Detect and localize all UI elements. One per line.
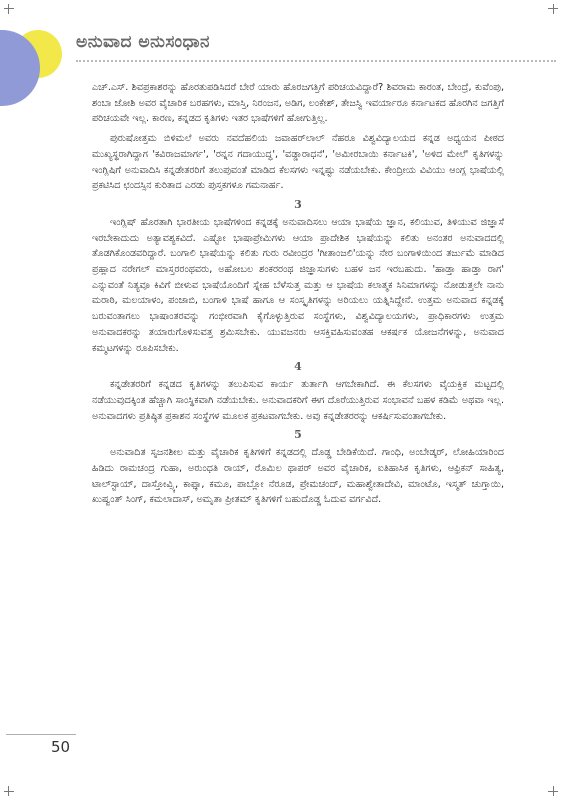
- body-paragraph: ಅನುವಾದಿತ ಸೃಜನಶೀಲ ಮತ್ತು ವೈಚಾರಿಕ ಕೃತಿಗಳಿಗೆ ಕನ್ನಡದಲ್ಲಿ ದೊಡ್ಡ ಬೇಡಿಕೆಯಿದೆ. ಗಾಂಧಿ, ಅಂಬೇಡ್ಕರ್, ಲೋಹಿಯಾರಿಂದ ಹಿಡಿದು ರಾಮಚಂದ್ರ ಗುಹಾ, ಅರುಂಧತಿ ರಾಯ್, ರೊಮಿಲ ಥಾಪರ್ ಅವರ ವೈಚಾರಿಕ, ಐತಿಹಾಸಿಕ ಕೃತಿಗಳು, ಆಫ್ರಿಕನ್ ಸಾಹಿತ್ಯ, ಟಾಲ್‌ಸ್ಟಾಯ್, ದಾಸ್ತೋವ್ಸ್ಕಿ, ಕಾಫ್ಕಾ, ಕಮೂ, ಪಾಬ್ಲೋ ನೆರೂಡ, ಪ್ರೇಮಚಂದ್, ಮಹಾಶ್ವೇತಾದೇವಿ, ಮಾಂಟೊ, ಇಸ್ಮತ್ ಚುಗ್ತಾಯಿ, ಖುಷ್ವಂತ್ ಸಿಂಗ್, ಕಮಲಾದಾಸ್, ಅಮೃತಾ ಪ್ರೀತಮ್ ಕೃತಿಗಳಿಗೆ ಬಹುದೊಡ್ಡ ಓದುವ ವರ್ಗವಿದೆ.: [92, 447, 504, 506]
- crop-mark: [553, 4, 554, 14]
- footer-rule: [6, 734, 76, 735]
- body-paragraph: ಪುರುಷೋತ್ತಮ ಬಿಳಿಮಲೆ ಅವರು ನವದೆಹಲಿಯ ಜವಾಹರ್‌ಲಾಲ್ ನೆಹರೂ ವಿಶ್ವವಿದ್ಯಾಲಯದ ಕನ್ನಡ ಅಧ್ಯಯನ ಪೀಠದ ಮುಖ್ಯಸ್ಥರಾಗಿದ್ದಾಗ 'ಕವಿರಾಜಮಾರ್ಗ', 'ರನ್ನನ ಗದಾಯುದ್ಧ', 'ವಡ್ಡಾರಾಧನೆ', 'ಅಮೀರಬಾಯಿ ಕರ್ನಾಟಕಿ', 'ಅಳಿದ ಮೇಲೆ' ಕೃತಿಗಳನ್ನು ಇಂಗ್ಲಿಷಿಗೆ ಅನುವಾದಿಸಿ ಕನ್ನಡೇತರರಿಗೆ ತಲುಪುವಂತೆ ಮಾಡಿದ ಕೆಲಸಗಳು ಇನ್ನಷ್ಟು ನಡೆಯಬೇಕು. ಕೇಂದ್ರೀಯ ವಿವಿಯು ಆಂಗ್ಲ ಭಾಷೆಯಲ್ಲಿ ಪ್ರಕಟಿಸಿದ ಛಂದಸ್ಸಿನ ಕುರಿತಾದ ಎರಡು ಪುಸ್ತಕಗಳೂ ಗಮನಾರ್ಹ.: [92, 133, 504, 192]
- crop-mark: [553, 786, 554, 796]
- header-dotted-rule: [76, 60, 556, 62]
- page-body: [92, 80, 504, 512]
- crop-mark: [8, 4, 9, 14]
- section-number: 4: [294, 360, 302, 374]
- body-paragraph: ಇಂಗ್ಲಿಷ್ ಹೊರತಾಗಿ ಭಾರತೀಯ ಭಾಷೆಗಳಿಂದ ಕನ್ನಡಕ್ಕೆ ಅನುವಾದಿಸಲು ಆಯಾ ಭಾಷೆಯ ಜ್ಞಾನ, ಕಲಿಯುವ, ತಿಳಿಯುವ ಜಿಜ್ಞಾಸೆ ಇರಬೇಕಾದುದು ಅತ್ಯಾವಶ್ಯಕವಿದೆ. ಎಷ್ಟೋ ಭಾಷಾಪ್ರೇಮಿಗಳು ಆಯಾ ಪ್ರಾದೇಶಿಕ ಭಾಷೆಯನ್ನು ಕಲಿತು ಅನಂತರ ಅನುವಾದದಲ್ಲಿ ತೊಡಗಿಕೊಂಡವರಿದ್ದಾರೆ. ಬಂಗಾಲಿ ಭಾಷೆಯನ್ನು ಕಲಿತು ಗುರು ರವೀಂದ್ರರ 'ಗೀತಾಂಜಲಿ'ಯನ್ನು ನೇರ ಬಂಗಾಳಿಯಿಂದ ತರ್ಜುಮೆ ಮಾಡಿದ ಪ್ರಹ್ಲಾದ ನರೇಗಲ್ ಮಾಸ್ತರರಂಥವರು, ಅಹೋಬಲ ಶಂಕರರಂಥ ಜಿಜ್ಞಾಸುಗಳು ಬಹಳ ಜನ ಇರಬಹುದು. 'ಹಾಡ್ತಾ ಹಾಡ್ತಾ ರಾಗ' ಎನ್ನುವಂತೆ ನಿತ್ಯವೂ ಕಿವಿಗೆ ಬೀಳುವ ಭಾಷೆಯೊಂದಿಗೆ ಸ್ನೇಹ ಬೆಳೆಸುತ್ತ ಮತ್ತು ಆ ಭಾಷೆಯ ಕಲಾತ್ಮಕ ಸಿನಿಮಾಗಳನ್ನು ನೋಡುತ್ತಲೇ ನಾನು ಮರಾಠಿ, ಮಲಯಾಳಂ, ಪಂಜಾಬಿ, ಬಂಗಾಳಿ ಭಾಷೆ ಹಾಗೂ ಆ ಸಂಸ್ಕೃತಿಗಳನ್ನು ಅರಿಯಲು ಯತ್ನಿಸಿದ್ದೇನೆ. ಉತ್ತಮ ಅನುವಾದ ಕನ್ನಡಕ್ಕೆ ಬರುವಂತಾಗಲು ಭಾಷಾಂತರವನ್ನು ಗಂಭೀರವಾಗಿ ಕೈಗೊಳ್ಳುತ್ತಿರುವ ಸಂಸ್ಥೆಗಳು, ವಿಶ್ವವಿದ್ಯಾಲಯಗಳು, ಪ್ರಾಧಿಕಾರಗಳು ಉತ್ತಮ ಅನುವಾದಕರನ್ನು ತಯಾರುಗೊಳಿಸುವತ್ತ ಶ್ರಮಿಸಬೇಕು. ಯುವಜನರು ಆಸಕ್ತಿವಹಿಸುವಂತಹ ಆಕರ್ಷಕ ಯೋಜನೆಗಳನ್ನು, ಅನುವಾದ ಕಮ್ಮಟಗಳನ್ನು ರೂಪಿಸಬೇಕು.: [92, 216, 504, 354]
- section-number: 3: [294, 197, 302, 211]
- section-number: 5: [294, 428, 302, 442]
- body-paragraph: ಕನ್ನಡೇತರರಿಗೆ ಕನ್ನಡದ ಕೃತಿಗಳನ್ನು ತಲುಪಿಸುವ ಕಾರ್ಯ ತುರ್ತಾಗಿ ಆಗಬೇಕಾಗಿದೆ. ಈ ಕೆಲಸಗಳು ವೈಯಕ್ತಿಕ ಮಟ್ಟದಲ್ಲಿ ನಡೆಯುವುದಕ್ಕಿಂತ ಹೆಚ್ಚಾಗಿ ಸಾಂಸ್ಥಿಕವಾಗಿ ನಡೆಯಬೇಕು. ಅನುವಾದಕರಿಗೆ ಈಗ ದೊರೆಯುತ್ತಿರುವ ಸಂಭಾವನೆ ಬಹಳ ಕಡಿಮೆ ಅಥವಾ ಇಲ್ಲ. ಅನುವಾದಗಳು ಪ್ರತಿಷ್ಠಿತ ಪ್ರಕಾಶನ ಸಂಸ್ಥೆಗಳ ಮೂಲಕ ಪ್ರಕಟವಾಗಬೇಕು. ಅವು ಕನ್ನಡೇತರರನ್ನು ಆಕರ್ಷಿಸುವಂತಾಗಬೇಕು.: [92, 379, 504, 422]
- body-paragraph: ಎಚ್.ಎಸ್. ಶಿವಪ್ರಕಾಶರನ್ನು ಹೊರತುಪಡಿಸಿದರೆ ಬೇರೆ ಯಾರು ಹೊರಜಗತ್ತಿಗೆ ಪರಿಚಯವಿದ್ದಾರೆ? ಶಿವರಾಮ ಕಾರಂತ, ಬೇಂದ್ರೆ, ಕುವೆಂಪು, ಶಂಬಾ ಜೋಶಿ ಅವರ ವೈಚಾರಿಕ ಬರಹಗಳು, ಮಾಸ್ತಿ, ನಿರಂಜನ, ಅಡಿಗ, ಲಂಕೇಶ್, ತೇಜಸ್ವಿ ಇವರ್ಯಾರೂ ಕರ್ನಾಟಕದ ಹೊರಗಿನ ಜಗತ್ತಿಗೆ ಪರಿಚಯವೇ ಇಲ್ಲ. ಕಾರಣ, ಕನ್ನಡದ ಕೃತಿಗಳು ಇತರ ಭಾಷೆಗಳಿಗೆ ಹೋಗುತ್ತಿಲ್ಲ.: [92, 82, 504, 125]
- page-number: 50: [51, 738, 71, 756]
- crop-mark: [4, 8, 14, 9]
- crop-mark: [4, 791, 14, 792]
- running-header-title: ಅನುವಾದ ಅನುಸಂಧಾನ: [76, 32, 210, 52]
- crop-mark: [8, 786, 9, 796]
